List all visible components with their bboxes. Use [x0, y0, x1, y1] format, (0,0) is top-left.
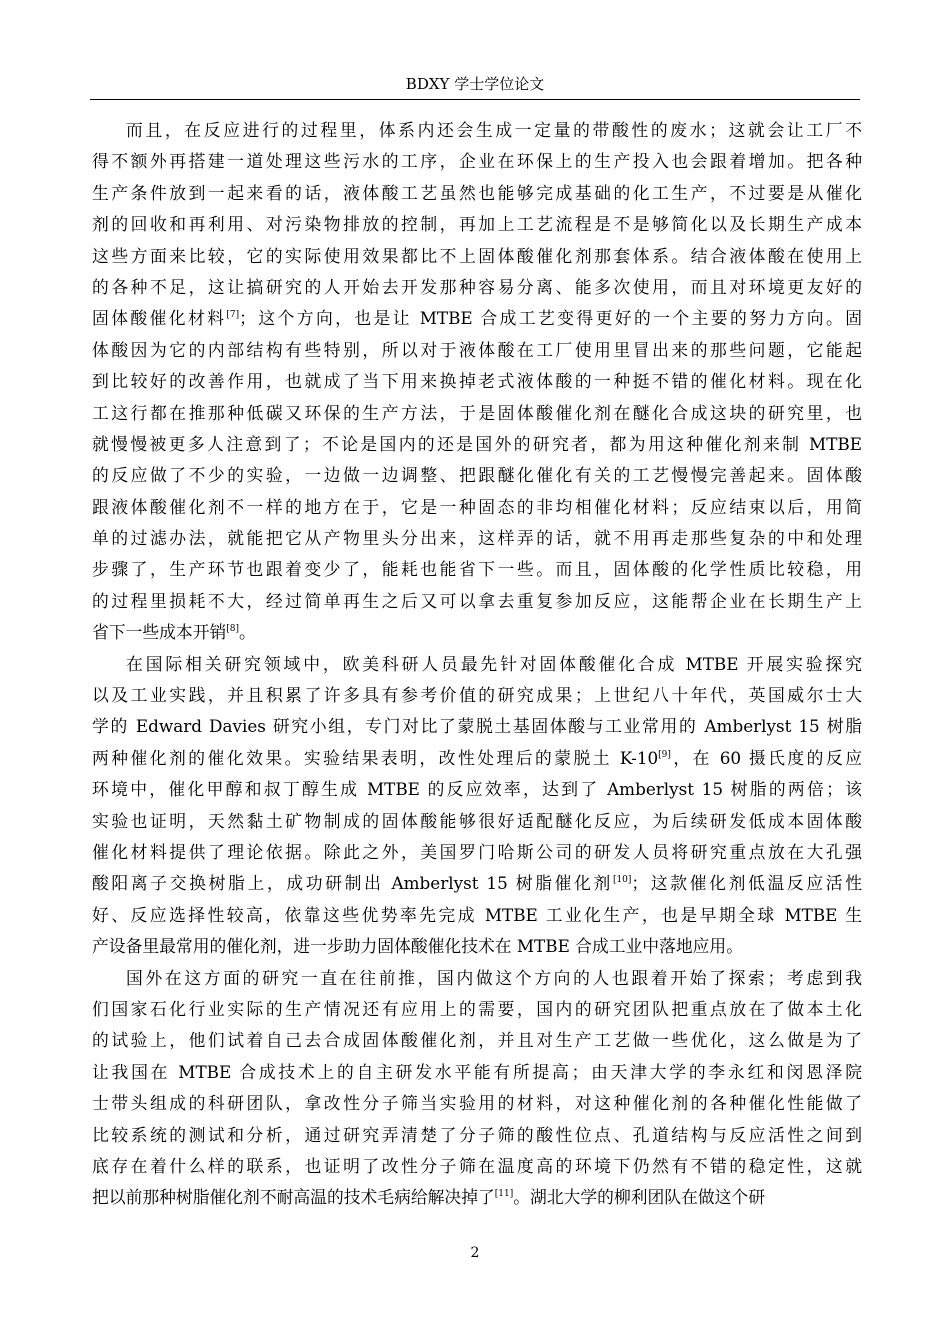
- page-number: 2: [470, 1245, 480, 1261]
- text-line: 到比较好的改善作用，也就成了当下用来换掉老式液体酸的一种挺不错的催化材料。现在化: [92, 371, 862, 392]
- text-line: 得不额外再搭建一道处理这些污水的工序，企业在环保上的生产投入也会跟着增加。把各种: [92, 151, 862, 172]
- text-line: 产设备里最常用的催化剂，进一步助力固体酸催化技术在 MTBE 合成工业中落地应用。: [92, 936, 743, 957]
- text-line: 剂的回收和再利用、对污染物排放的控制，再加上工艺流程是不是够简化以及长期生产成本: [92, 214, 862, 235]
- document-body: [92, 115, 862, 1214]
- text-line: 把以前那种树脂催化剂不耐高温的技术毛病给解决掉了[11]。湖北大学的柳利团队在做这个研: [92, 1187, 765, 1208]
- running-header: BDXY 学士学位论文: [405, 75, 545, 93]
- citation-marker: [11]: [494, 1189, 514, 1200]
- text-line: 的试验上，他们试着自己去合成固体酸催化剂，并且对生产工艺做一些优化，这么做是为了: [92, 1030, 862, 1051]
- citation-marker: [10]: [612, 875, 632, 886]
- text-line: 酸阳离子交换树脂上，成功研制出 Amberlyst 15 树脂催化剂[10]；这款催化剂低温反应活性: [92, 873, 862, 894]
- text-line: 让我国在 MTBE 合成技术上的自主研发水平能有所提高；由天津大学的李永红和闵恩泽院: [92, 1061, 862, 1082]
- citation-marker: [9]: [658, 749, 671, 760]
- text-line: 的反应做了不少的实验，一边做一边调整、把跟醚化催化有关的工艺慢慢完善起来。固体酸: [92, 465, 862, 486]
- text-line: 体酸因为它的内部结构有些特别，所以对于液体酸在工厂使用里冒出来的那些问题，它能起: [92, 339, 862, 360]
- text-line: 生产条件放到一起来看的话，液体酸工艺虽然也能够完成基础的化工生产，不过要是从催化: [92, 182, 862, 203]
- text-line: 单的过滤办法，就能把它从产物里头分出来，这样弄的话，就不用再走那些复杂的中和处理: [92, 528, 862, 549]
- paragraph: [92, 963, 862, 1214]
- text-line: 好、反应选择性较高，依靠这些优势率先完成 MTBE 工业化生产，也是早期全球 MTBE 生: [92, 904, 862, 925]
- citation-marker: [7]: [226, 310, 240, 321]
- text-line: 实验也证明，天然黏土矿物制成的固体酸能够很好适配醚化反应，为后续研发低成本固体酸: [92, 810, 862, 831]
- text-line: 以及工业实践，并且积累了许多具有参考价值的研究成果；上世纪八十年代，英国威尔士大: [92, 685, 862, 706]
- text-line: 比较系统的测试和分析，通过研究弄清楚了分子筛的酸性位点、孔道结构与反应活性之间到: [92, 1124, 862, 1145]
- text-line: 工这行都在推那种低碳又环保的生产方法，于是固体酸催化剂在醚化合成这块的研究里，也: [92, 402, 862, 423]
- text-line: 的各种不足，这让搞研究的人开始去开发那种容易分离、能多次使用，而且对环境更友好的: [92, 276, 862, 297]
- text-line: 两种催化剂的催化效果。实验结果表明，改性处理后的蒙脱土 K-10[9]，在 60 摄氏度的反应: [92, 747, 862, 768]
- text-line: 环境中，催化甲醇和叔丁醇生成 MTBE 的反应效率，达到了 Amberlyst 15 树脂的两倍；该: [92, 779, 862, 800]
- paragraph: [92, 649, 862, 963]
- paragraph: [92, 115, 862, 649]
- text-line: 士带头组成的科研团队，拿改性分子筛当实验用的材料，对这种催化剂的各种催化性能做了: [92, 1093, 862, 1114]
- text-line: 跟液体酸催化剂不一样的地方在于，它是一种固态的非均相催化材料；反应结束以后，用简: [92, 496, 862, 517]
- text-line: 就慢慢被更多人注意到了；不论是国内的还是国外的研究者，都为用这种催化剂来制 MTBE: [92, 433, 862, 454]
- text-line: 催化材料提供了理论依据。除此之外，美国罗门哈斯公司的研发人员将研究重点放在大孔强: [92, 841, 862, 862]
- text-line: 这些方面来比较，它的实际使用效果都比不上固体酸催化剂那套体系。结合液体酸在使用上: [92, 245, 862, 266]
- text-line: 国外在这方面的研究一直在往前推，国内做这个方向的人也跟着开始了探索；考虑到我: [126, 967, 862, 988]
- text-line: 而且，在反应进行的过程里，体系内还会生成一定量的带酸性的废水；这就会让工厂不: [126, 120, 862, 140]
- text-line: 学的 Edward Davies 研究小组，专门对比了蒙脱土基固体酸与工业常用的 Amberlyst 15 树脂: [92, 716, 862, 737]
- text-line: 底存在着什么样的联系，也证明了改性分子筛在温度高的环境下仍然有不错的稳定性，这就: [92, 1155, 862, 1176]
- text-line: 的过程里损耗不大，经过简单再生之后又可以拿去重复参加反应，这能帮企业在长期生产上: [92, 590, 862, 611]
- text-line: 们国家石化行业实际的生产情况还有应用上的需要，国内的研究团队把重点放在了做本土化: [92, 998, 862, 1019]
- text-line: 固体酸催化材料[7]；这个方向，也是让 MTBE 合成工艺变得更好的一个主要的努力方向。固: [92, 308, 862, 329]
- citation-marker: [8]: [226, 624, 240, 635]
- text-line: 省下一些成本开销[8]。: [92, 622, 256, 643]
- header-divider: [90, 99, 860, 100]
- text-line: 在国际相关研究领域中，欧美科研人员最先针对固体酸催化合成 MTBE 开展实验探究: [126, 653, 862, 674]
- text-line: 步骤了，生产环节也跟着变少了，能耗也能省下一些。而且，固体酸的化学性质比较稳，用: [92, 559, 862, 580]
